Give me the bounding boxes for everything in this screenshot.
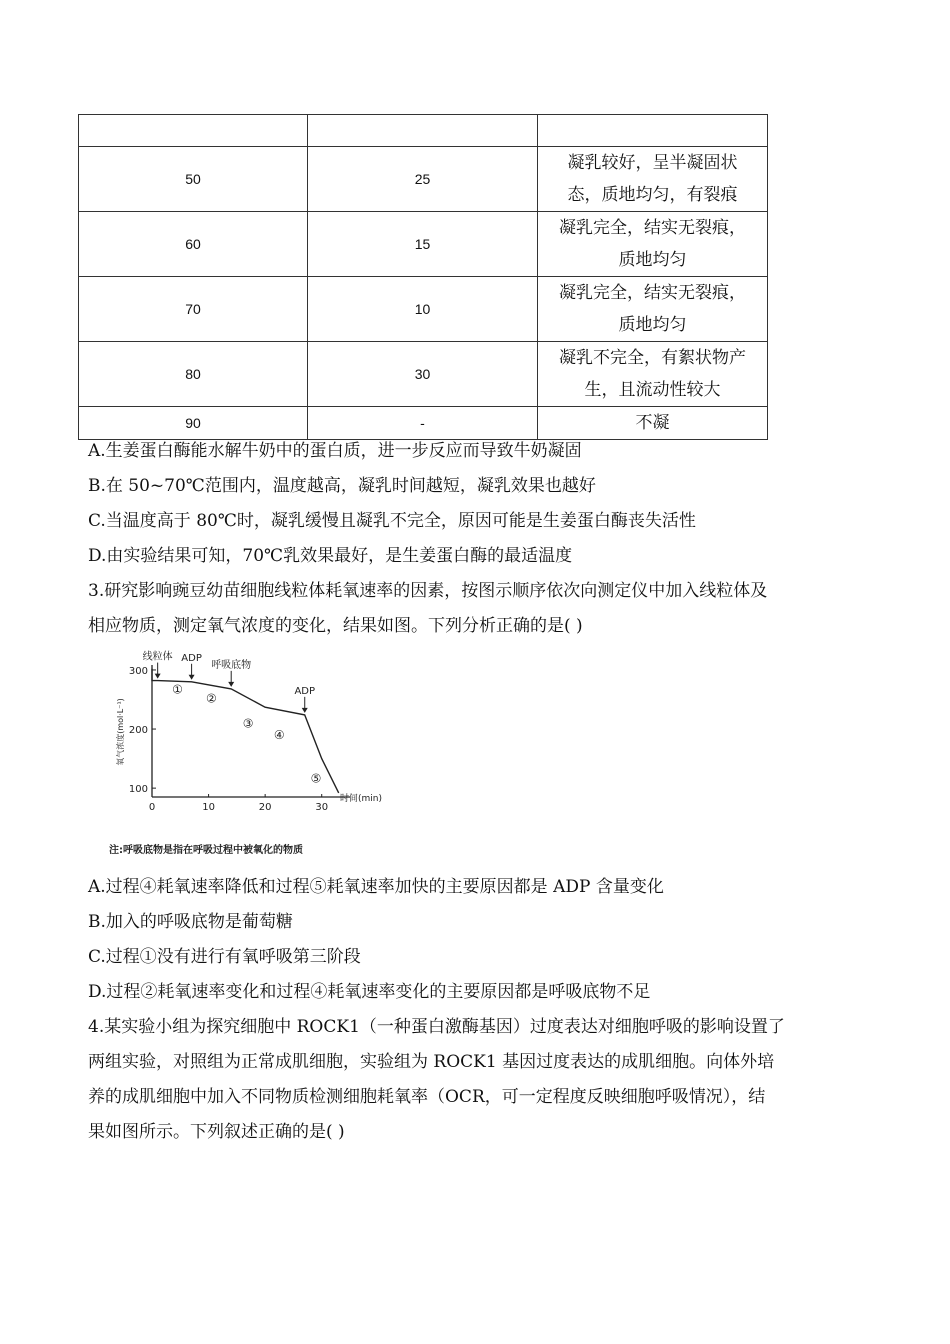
question-3-stem: 相应物质，测定氧气浓度的变化，结果如图。下列分析正确的是( ) xyxy=(88,616,583,636)
time-cell: 25 xyxy=(308,147,538,212)
x-axis-label: 时间(min) xyxy=(340,794,382,804)
segment-label: ③ xyxy=(242,716,254,731)
time-cell: 30 xyxy=(308,342,538,407)
result-line: 凝乳不完全，有絮状物产 xyxy=(559,348,746,368)
segment-label: ① xyxy=(172,682,183,697)
question-4-stem: 两组实验，对照组为正常成肌细胞，实验组为 ROCK1 基因过度表达的成肌细胞。向体外培 xyxy=(88,1052,775,1072)
question-3-options xyxy=(88,870,863,1150)
option-b: B.在 50~70℃范围内，温度越高，凝乳时间越短，凝乳效果也越好 xyxy=(88,476,596,496)
option-c: C.当温度高于 80℃时，凝乳缓慢且凝乳不完全，原因可能是生姜蛋白酶丧失活性 xyxy=(88,511,696,531)
question-4-stem: 养的成肌细胞中加入不同物质检测细胞耗氧率（OCR，可一定程度反映细胞呼吸情况），结 xyxy=(88,1087,766,1107)
time-cell: 15 xyxy=(308,212,538,277)
table-header-cell xyxy=(79,115,308,147)
table-header-row xyxy=(79,115,768,147)
y-tick-label: 100 xyxy=(128,784,148,796)
question-2-options xyxy=(88,434,863,644)
x-tick-label: 20 xyxy=(258,802,272,813)
result-cell xyxy=(538,212,768,277)
chart-svg xyxy=(105,651,382,860)
question-3-stem: 3.研究影响豌豆幼苗细胞线粒体耗氧速率的因素，按图示顺序依次向测定仪中加入线粒体及 xyxy=(88,581,768,601)
segment-label: ④ xyxy=(273,727,285,742)
result-line: 态，质地均匀，有裂痕 xyxy=(567,185,738,205)
table-row xyxy=(79,342,768,407)
question-4-stem: 果如图所示。下列叙述正确的是( ) xyxy=(88,1122,345,1142)
arrow-head-icon xyxy=(155,674,161,679)
table-row xyxy=(79,147,768,212)
option-d: D.由实验结果可知，70℃乳效果最好，是生姜蛋白酶的最适温度 xyxy=(88,546,573,566)
result-line: 凝乳完全，结实无裂痕， xyxy=(559,218,746,238)
temperature-cell: 90 xyxy=(79,407,308,440)
arrow-head-icon xyxy=(302,708,308,713)
result-line: 生，且流动性较大 xyxy=(584,380,721,400)
temperature-cell: 50 xyxy=(79,147,308,212)
table-row xyxy=(79,212,768,277)
annotation-label: 呼吸底物 xyxy=(211,659,252,671)
x-tick-label: 10 xyxy=(202,802,215,813)
option-c: C.过程①没有进行有氧呼吸第三阶段 xyxy=(88,947,361,967)
time-cell: - xyxy=(308,407,538,440)
segment-label: ② xyxy=(206,691,217,706)
option-a: A.过程④耗氧速率降低和过程⑤耗氧速率加快的主要原因都是 ADP 含量变化 xyxy=(88,877,664,897)
chart-note: 注:呼吸底物是指在呼吸过程中被氧化的物质 xyxy=(109,845,303,856)
option-b: B.加入的呼吸底物是葡萄糖 xyxy=(88,912,293,932)
table-row xyxy=(79,277,768,342)
oxygen-concentration-chart xyxy=(105,651,382,860)
result-line: 质地均匀 xyxy=(618,315,687,335)
segment-label: ⑤ xyxy=(310,771,322,786)
result-cell: 不凝 xyxy=(538,407,768,440)
x-tick-label: 30 xyxy=(315,802,329,813)
temperature-cell: 70 xyxy=(79,277,308,342)
result-line: 凝乳较好，呈半凝固状 xyxy=(567,153,738,173)
result-line: 质地均匀 xyxy=(618,250,687,270)
coagulation-table xyxy=(78,114,768,440)
x-tick-label: 0 xyxy=(148,802,156,813)
table-header-cell xyxy=(538,115,768,147)
temperature-cell: 60 xyxy=(79,212,308,277)
table-header-cell xyxy=(308,115,538,147)
annotation-label: ADP xyxy=(181,652,202,664)
y-tick-label: 200 xyxy=(128,725,148,737)
annotation-label: ADP xyxy=(294,685,316,697)
arrow-head-icon xyxy=(228,682,234,687)
time-cell: 10 xyxy=(308,277,538,342)
arrow-head-icon xyxy=(189,675,195,680)
option-d: D.过程②耗氧速率变化和过程④耗氧速率变化的主要原因都是呼吸底物不足 xyxy=(88,982,651,1002)
result-line: 凝乳完全，结实无裂痕， xyxy=(559,283,746,303)
result-cell xyxy=(538,147,768,212)
y-tick-label: 300 xyxy=(128,665,148,677)
result-cell xyxy=(538,342,768,407)
option-a: A.生姜蛋白酶能水解牛奶中的蛋白质，进一步反应而导致牛奶凝固 xyxy=(88,441,582,461)
annotation-label: 线粒体 xyxy=(142,651,173,663)
result-cell xyxy=(538,277,768,342)
y-axis-label: 氧气浓度(mol·L⁻¹) xyxy=(116,698,125,766)
temperature-cell: 80 xyxy=(79,342,308,407)
question-4-stem: 4.某实验小组为探究细胞中 ROCK1（一种蛋白激酶基因）过度表达对细胞呼吸的影响设置了 xyxy=(88,1017,785,1037)
